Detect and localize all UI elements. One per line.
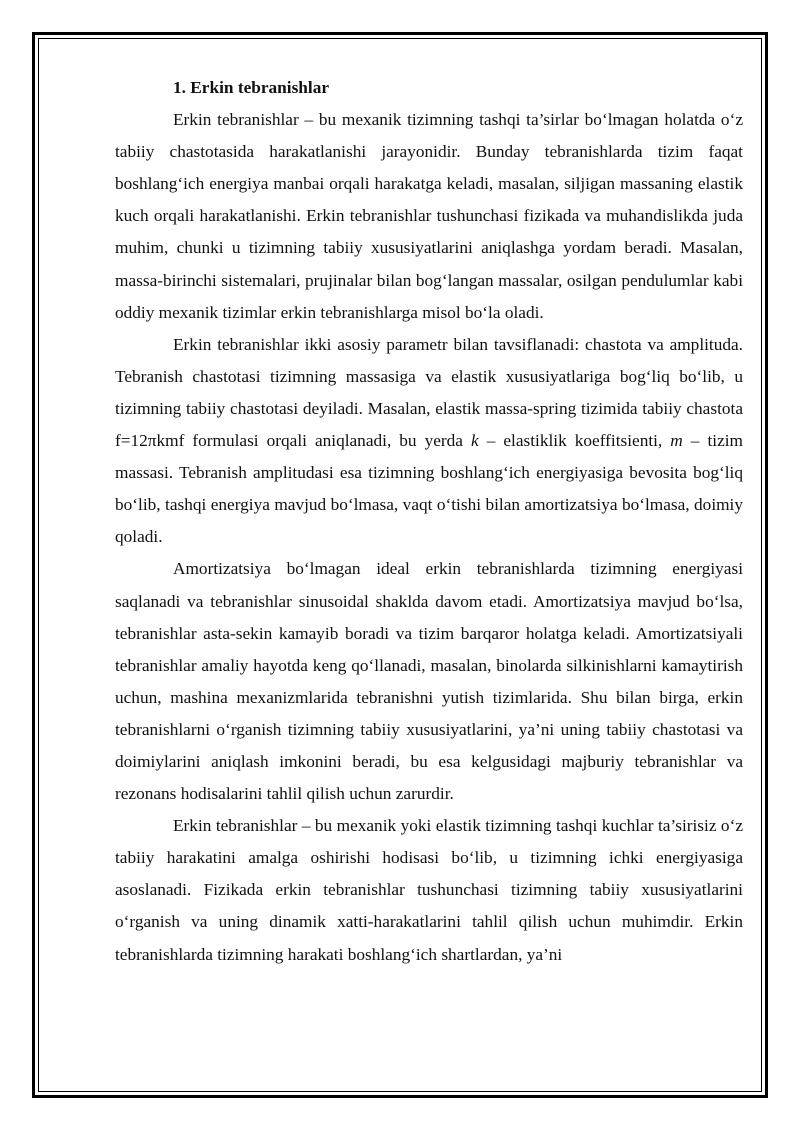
paragraph-2-text-a: Erkin tebranishlar ikki asosiy parametr bilan tavsiflanadi: chastota va amplituda. Tebranish chastotasi tizimning massasiga va elastik xususiyatlariga bog‘liq bo‘lib, u tizimning tabiiy chastotasi deyiladi. Masalan, elastik massa-spring tizimida tabiiy chastota f=12πkmf formulasi orqali aniqlanadi, bu yerda	[115, 334, 743, 451]
document-body	[115, 72, 743, 971]
paragraph-2-text-c: – tizim massasi. Tebranish amplitudasi esa tizimning boshlang‘ich energiyasiga bevosita bog‘liq bo‘lib, tashqi energiya mavjud bo‘lmasa, vaqt o‘tishi bilan amortizatsiya bo‘lmasa, doimiy qoladi.	[115, 431, 743, 547]
paragraph-3: Amortizatsiya bo‘lmagan ideal erkin tebranishlarda tizimning energiyasi saqlanadi va tebranishlar sinusoidal shaklda davom etadi. Amortizatsiya mavjud bo‘lsa, tebranishlar asta-sekin kamayib boradi va tizim barqaror holatga keladi. Amortizatsiyali tebranishlar amaliy hayotda keng qo‘llanadi, masalan, binolarda silkinishlarni kamaytirish uchun, mashina mexanizmlarida tebranishni yutish tizimlarida. Shu bilan birga, erkin tebranishlarni o‘rganish tizimning tabiiy xususiyatlarini, ya’ni uning tabiiy chastotasi va doimiylarini aniqlash imkonini beradi, bu esa kelgusidagi majburiy tebranishlar va rezonans hodisalarini tahlil qilish uchun zarurdir.	[115, 559, 743, 804]
variable-k: k	[471, 431, 479, 451]
variable-m: m	[670, 431, 683, 451]
section-heading: 1. Erkin tebranishlar	[173, 78, 330, 97]
paragraph-2	[115, 329, 743, 554]
paragraph-2-text-b: – elastiklik koeffitsienti,	[478, 431, 671, 451]
paragraph-4: Erkin tebranishlar – bu mexanik yoki elastik tizimning tashqi kuchlar ta’sirisiz o‘z tabiiy harakatini amalga oshirishi hodisasi bo‘lib, u tizimning ichki energiyasiga asoslanadi. Fizikada erkin tebranishlar tushunchasi tizimning tabiiy xususiyatlarini o‘rganish va uning dinamik xatti-harakatlarini tahlil qilish uchun muhimdir. Erkin tebranishlarda tizimning harakati boshlang‘ich shartlardan, ya’ni	[115, 816, 743, 964]
paragraph-1: Erkin tebranishlar – bu mexanik tizimning tashqi ta’sirlar bo‘lmagan holatda o‘z tabiiy chastotasida harakatlanishi jarayonidir. Bunday tebranishlarda tizim faqat boshlang‘ich energiya manbai orqali harakatga keladi, masalan, siljigan massaning elastik kuch orqali harakatlanishi. Erkin tebranishlar tushunchasi fizikada va muhandislikda juda muhim, chunki u tizimning tabiiy xususiyatlarini aniqlashga yordam beradi. Masalan, massa-birinchi sistemalari, prujinalar bilan bog‘langan massalar, osilgan pendulumlar kabi oddiy mexanik tizimlar erkin tebranishlarga misol bo‘la oladi.	[115, 110, 743, 322]
